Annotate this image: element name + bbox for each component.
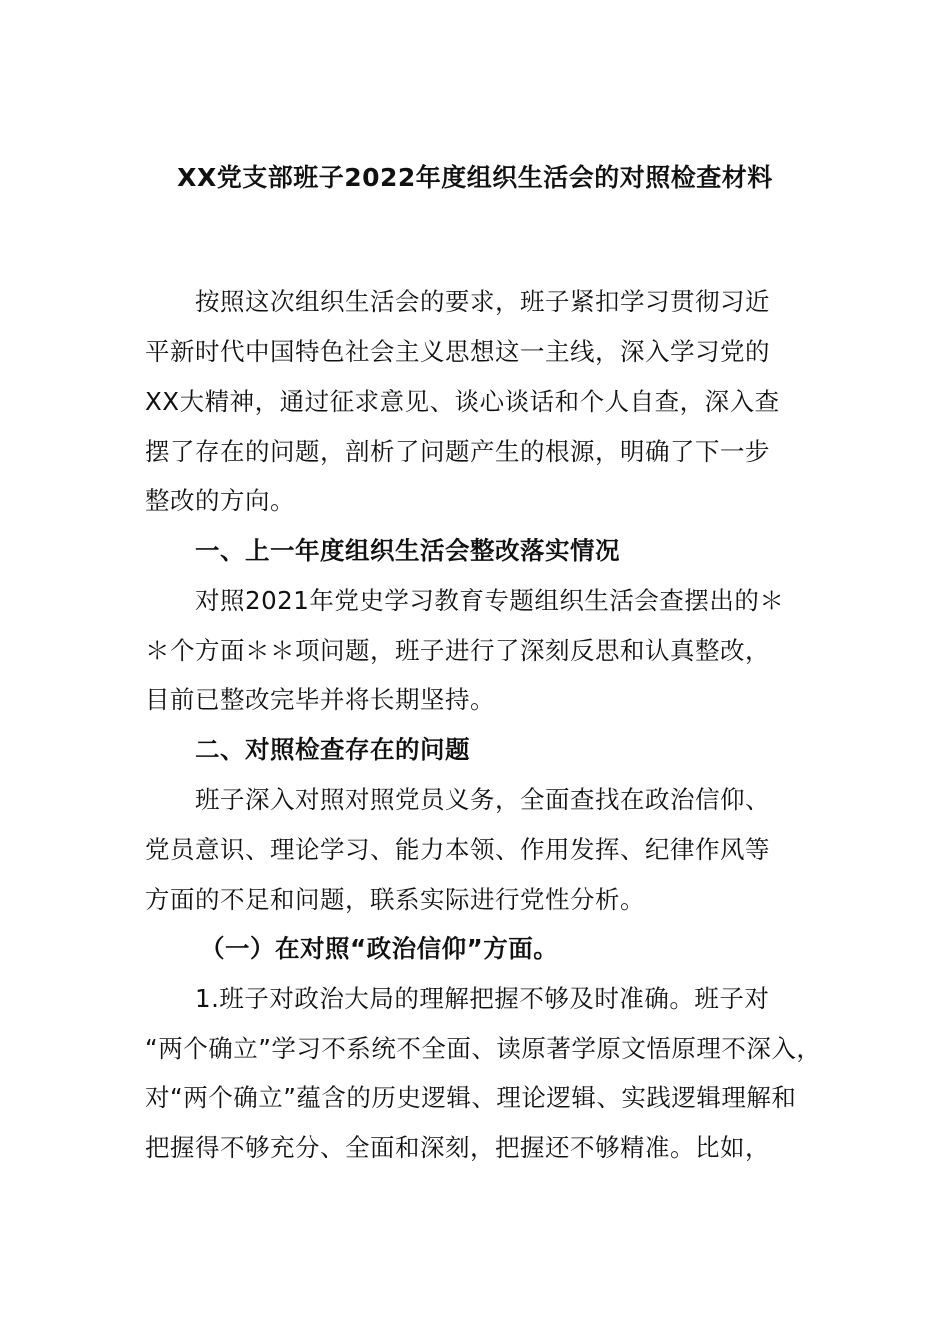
paragraph-line-5: 整改的方向。 xyxy=(145,486,295,515)
section-heading-1: 一、上一年度组织生活会整改落实情况 xyxy=(195,536,620,565)
paragraph-line-2: 平新时代中国特色社会主义思想这一主线，深入学习党的 xyxy=(145,337,770,366)
paragraph-line-9: 班子深入对照对照党员义务，全面查找在政治信仰、 xyxy=(195,785,770,814)
section-heading-2: 二、对照检查存在的问题 xyxy=(195,735,470,764)
paragraph-line-6: 对照2021年党史学习教育专题组织生活会查摆出的＊ xyxy=(195,586,785,615)
paragraph-line-1: 按照这次组织生活会的要求，班子紧扣学习贯彻习近 xyxy=(195,287,770,316)
paragraph-line-13: “两个确立”学习不系统不全面、读原著学原文悟原理不深入， xyxy=(145,1034,822,1063)
paragraph-line-14: 对“两个确立”蕴含的历史逻辑、理论逻辑、实践逻辑理解和 xyxy=(145,1083,797,1112)
paragraph-line-3: XX大精神，通过征求意见、谈心谈话和个人自查，深入查 xyxy=(145,387,780,416)
paragraph-line-7: ＊个方面＊＊项问题，班子进行了深刻反思和认真整改， xyxy=(145,636,770,665)
document-title: XX党支部班子2022年度组织生活会的对照检查材料 xyxy=(177,163,773,192)
paragraph-line-11: 方面的不足和问题，联系实际进行党性分析。 xyxy=(145,885,645,914)
paragraph-line-15: 把握得不够充分、全面和深刻，把握还不够精准。比如， xyxy=(145,1133,770,1162)
paragraph-line-10: 党员意识、理论学习、能力本领、作用发挥、纪律作风等 xyxy=(145,835,770,864)
paragraph-line-4: 摆了存在的问题，剖析了问题产生的根源，明确了下一步 xyxy=(145,437,770,466)
paragraph-line-8: 目前已整改完毕并将长期坚持。 xyxy=(145,685,495,714)
subsection-heading-1: （一）在对照“政治信仰”方面。 xyxy=(200,934,559,963)
paragraph-line-12: 1.班子对政治大局的理解把握不够及时准确。班子对 xyxy=(195,984,770,1013)
